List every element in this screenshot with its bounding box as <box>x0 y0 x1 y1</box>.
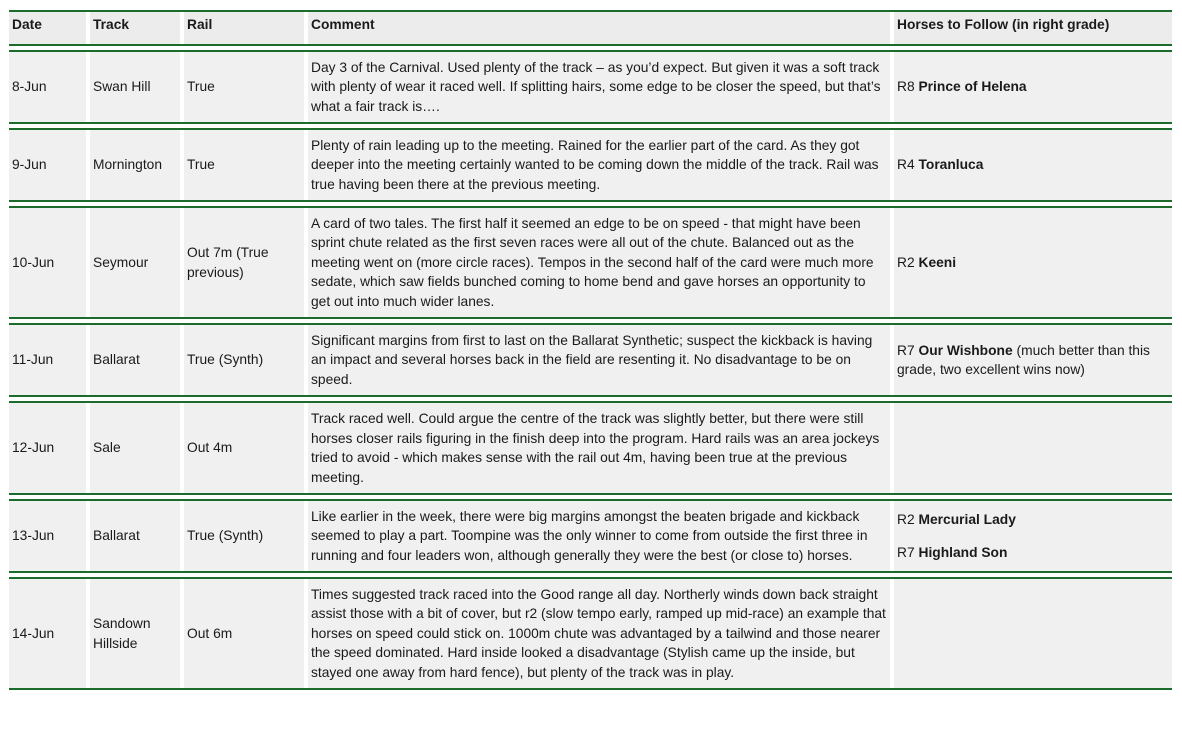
horse-name: Toranluca <box>918 157 984 173</box>
cell-track <box>90 208 184 317</box>
cell-horses-to-follow <box>894 325 1172 395</box>
horse-list <box>897 510 1016 563</box>
cell-track-text: Swan Hill <box>93 79 151 95</box>
horse-race-number: R8 <box>897 79 915 95</box>
cell-comment <box>308 208 894 317</box>
horse-entry <box>897 341 1169 380</box>
horse-race-number: R4 <box>897 157 915 173</box>
track-report-table <box>9 10 1172 690</box>
cell-comment-text: Times suggested track raced into the Good range all day. Northerly winds down back straight assist those with a bit of cover, but r2 (slow tempo early, ramped up mid-race) an example that horses on speed could stick on. 1000m chute was advantaged by a tailwind and those nearer the speed dominated. Hard inside looked a disadvantage (Stylish came up the inside, but stayed one away from hard fence), but plenty of the track was in play. <box>311 586 886 680</box>
cell-date-text: 13-Jun <box>12 528 55 544</box>
cell-comment <box>308 325 894 395</box>
cell-rail <box>184 208 308 317</box>
cell-date <box>9 52 90 122</box>
cell-rail <box>184 325 308 395</box>
horse-entry <box>897 510 1016 530</box>
cell-date-text: 9-Jun <box>12 157 47 173</box>
table-row <box>9 206 1172 319</box>
cell-track <box>90 403 184 493</box>
cell-track <box>90 579 184 688</box>
cell-comment-text: A card of two tales. The first half it seemed an edge to be on speed - that might have been sprint chute related as the first seven races were all out of the chute. Balanced out as the meeting went on (more circle races). Tempos in the second half of the card were much more sedate, which saw fields bunched coming to home bend and gave horses an opportunity to get out into much wider lanes. <box>311 215 874 309</box>
table-body <box>9 50 1172 690</box>
cell-comment <box>308 501 894 571</box>
cell-rail-text: True <box>187 157 215 173</box>
table-row <box>9 577 1172 690</box>
cell-date <box>9 208 90 317</box>
horse-name: Keeni <box>918 254 957 270</box>
cell-comment-text: Day 3 of the Carnival. Used plenty of the track – as you’d expect. But given it was a soft track with plenty of wear it raced well. If splitting hairs, some edge to be closer the speed, but that’s what a fair track is…. <box>311 59 881 114</box>
table-row <box>9 50 1172 124</box>
cell-track <box>90 325 184 395</box>
cell-date-text: 10-Jun <box>12 254 55 270</box>
cell-date-text: 12-Jun <box>12 440 55 456</box>
cell-date-text: 8-Jun <box>12 79 47 95</box>
cell-horses-to-follow <box>894 130 1172 200</box>
horse-list <box>897 253 956 273</box>
horse-race-number: R2 <box>897 511 915 527</box>
cell-horses-to-follow <box>894 208 1172 317</box>
table-row <box>9 128 1172 202</box>
cell-date <box>9 579 90 688</box>
cell-rail-text: True (Synth) <box>187 528 264 544</box>
horse-name: Mercurial Lady <box>918 511 1016 527</box>
header-date: Date <box>9 12 90 44</box>
cell-track <box>90 501 184 571</box>
cell-comment <box>308 403 894 493</box>
cell-horses-to-follow <box>894 403 1172 493</box>
cell-horses-to-follow <box>894 579 1172 688</box>
cell-date-text: 11-Jun <box>12 352 54 368</box>
cell-rail-text: Out 4m <box>187 440 233 456</box>
cell-track-text: Seymour <box>93 254 149 270</box>
cell-track <box>90 130 184 200</box>
horse-race-number: R2 <box>897 254 915 270</box>
cell-rail <box>184 501 308 571</box>
cell-comment-text: Track raced well. Could argue the centre of the track was slightly better, but there were still horses closer rails figuring in the finish deep into the program. Hard rails was an area jockeys tried to avoid - which makes sense with the rail out 4m, having been true at the previous meeting. <box>311 411 880 485</box>
cell-comment <box>308 579 894 688</box>
table-row <box>9 401 1172 495</box>
cell-track-text: Ballarat <box>93 352 140 368</box>
table-row <box>9 499 1172 573</box>
cell-track-text: Mornington <box>93 157 163 173</box>
header-rail: Rail <box>184 12 308 44</box>
cell-date-text: 14-Jun <box>12 625 55 641</box>
cell-track-text: Ballarat <box>93 528 140 544</box>
cell-rail <box>184 52 308 122</box>
cell-horses-to-follow <box>894 501 1172 571</box>
horse-name: Prince of Helena <box>918 79 1027 95</box>
cell-rail-text: True (Synth) <box>187 352 264 368</box>
cell-rail-text: Out 7m (True previous) <box>187 245 269 280</box>
cell-date <box>9 325 90 395</box>
cell-comment-text: Significant margins from first to last on the Ballarat Synthetic; suspect the kickback is having an impact and several horses back in the field are resenting it. No disadvantage to be on speed. <box>311 332 873 387</box>
cell-track-text: Sandown Hillside <box>93 616 151 651</box>
horse-entry <box>897 77 1027 97</box>
cell-date <box>9 403 90 493</box>
table-header-row <box>9 10 1172 46</box>
cell-track-text: Sale <box>93 440 121 456</box>
cell-rail <box>184 579 308 688</box>
cell-comment <box>308 52 894 122</box>
cell-date <box>9 130 90 200</box>
cell-rail <box>184 130 308 200</box>
horse-note: (much better than this grade, two excellent wins now) <box>897 342 1150 377</box>
horse-name: Our Wishbone <box>918 342 1013 358</box>
table-row <box>9 323 1172 397</box>
horse-list <box>897 77 1027 97</box>
horse-race-number: R7 <box>897 342 915 358</box>
horse-list <box>897 155 983 175</box>
header-track: Track <box>90 12 184 44</box>
cell-rail-text: True <box>187 79 215 95</box>
horse-entry <box>897 155 983 175</box>
cell-track <box>90 52 184 122</box>
header-comment: Comment <box>308 12 894 44</box>
cell-rail-text: Out 6m <box>187 625 233 641</box>
horse-entry <box>897 253 956 273</box>
horse-name: Highland Son <box>918 545 1008 560</box>
header-horses-to-follow: Horses to Follow (in right grade) <box>894 12 1172 44</box>
cell-comment <box>308 130 894 200</box>
cell-horses-to-follow <box>894 52 1172 122</box>
cell-rail <box>184 403 308 493</box>
cell-comment-text: Like earlier in the week, there were big margins amongst the beaten brigade and kickback seemed to play a part. Toompine was the only winner to come from outside the first three in running and four leaders won, although generally they were the best (or close to) horses. <box>311 508 868 563</box>
horse-entry <box>897 543 1016 563</box>
cell-comment-text: Plenty of rain leading up to the meeting. Rained for the earlier part of the card. As they got deeper into the meeting certainly wanted to be coming down the middle of the track. Rail was true having been there at the previous meeting. <box>311 137 879 192</box>
horse-list <box>897 341 1169 380</box>
horse-race-number: R7 <box>897 545 915 560</box>
cell-date <box>9 501 90 571</box>
